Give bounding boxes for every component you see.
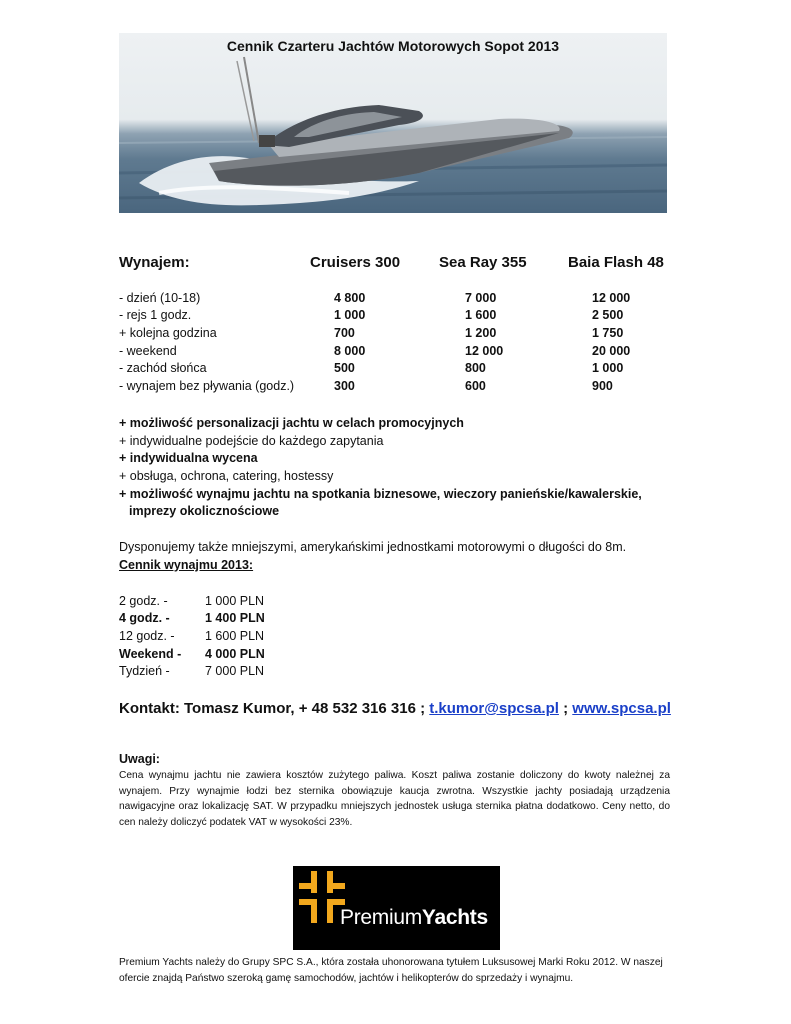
period: 4 godz. - — [119, 611, 170, 625]
price-cell: 900 — [592, 379, 613, 393]
period: Weekend - — [119, 647, 182, 661]
column-header-baia: Baia Flash 48 — [568, 254, 664, 271]
small-boats-heading: Cennik wynajmu 2013: — [119, 558, 254, 572]
feature-item-continued: imprezy okolicznościowe — [129, 504, 280, 518]
price-cell: 500 — [334, 361, 355, 375]
price-cell: 1 000 — [592, 361, 624, 375]
feature-item: + obsługa, ochrona, catering, hostessy — [119, 469, 334, 483]
small-boats-text: Dysponujemy także mniejszymi, amerykańskimi jednostkami motorowymi o długości do 8m. — [119, 540, 627, 554]
column-header-searay: Sea Ray 355 — [439, 254, 527, 271]
table-header-label: Wynajem: — [119, 254, 190, 271]
price-cell: 12 000 — [465, 344, 504, 358]
feature-item: + możliwość wynajmu jachtu na spotkania biznesowe, wieczory panieńskie/kawalerskie, — [119, 487, 642, 501]
premium-yachts-logo — [293, 866, 500, 950]
price-cell: 20 000 — [592, 344, 631, 358]
price-cell: 1 000 — [334, 308, 366, 322]
table-row — [119, 361, 679, 379]
logo-word-premium: Premium — [340, 906, 422, 929]
table-row — [119, 344, 679, 362]
contact-line — [119, 700, 671, 717]
price-cell: 7 000 — [465, 291, 497, 305]
column-header-cruisers: Cruisers 300 — [310, 254, 401, 271]
row-label: - rejs 1 godz. — [119, 308, 192, 322]
logo-word-yachts: Yachts — [421, 906, 488, 929]
contact-separator: ; — [563, 700, 569, 717]
price-cell: 1 600 — [465, 308, 497, 322]
price-list-item — [119, 647, 419, 665]
price-cell: 800 — [465, 361, 486, 375]
page-title: Cennik Czarteru Jachtów Motorowych Sopot 2013 — [226, 38, 560, 54]
table-row — [119, 291, 679, 309]
price: 7 000 PLN — [205, 664, 265, 678]
email-link[interactable]: t.kumor@spcsa.pl — [429, 700, 559, 717]
feature-item: + indywidualne podejście do każdego zapytania — [119, 434, 384, 448]
price-cell: 8 000 — [334, 344, 366, 358]
row-label: - zachód słońca — [119, 361, 207, 375]
price-cell: 600 — [465, 379, 486, 393]
price-cell: 300 — [334, 379, 355, 393]
row-label: - wynajem bez pływania (godz.) — [119, 379, 295, 393]
feature-item: + indywidualna wycena — [119, 451, 258, 465]
price-cell: 4 800 — [334, 291, 366, 305]
period: Tydzień - — [119, 664, 170, 678]
price: 1 000 PLN — [205, 594, 265, 608]
row-label: - dzień (10-18) — [119, 291, 201, 305]
price-list-item — [119, 629, 419, 647]
price: 1 400 PLN — [205, 611, 265, 625]
notes-text: Cena wynajmu jachtu nie zawiera kosztów zużytego paliwa. Koszt paliwa zostanie doliczony do kwoty należnej za wynajem. Przy wynajmie łodzi bez sternika obowiązuje kaucja zwrotna. Wszystkie jachty posiadają urządzenia nawigacyjne oraz lokalizację SAT. W przypadku mniejszych jednostek usługa sternika płatna dodatkowo. Ceny netto, do cen należy doliczyć podatek VAT w wysokości 23%. — [119, 770, 670, 828]
feature-item: + możliwość personalizacji jachtu w celach promocyjnych — [119, 416, 464, 430]
table-row — [119, 326, 679, 344]
notes-title: Uwagi: — [119, 752, 160, 766]
row-label: + kolejna godzina — [119, 326, 217, 340]
price-list-item — [119, 611, 419, 629]
table-row — [119, 379, 679, 397]
price-list-item — [119, 664, 419, 682]
hero-banner — [119, 33, 667, 213]
table-row — [119, 308, 679, 326]
price-cell: 12 000 — [592, 291, 631, 305]
period: 12 godz. - — [119, 629, 175, 643]
logo-wordmark — [340, 906, 488, 930]
row-label: - weekend — [119, 344, 177, 358]
period: 2 godz. - — [119, 594, 168, 608]
price-cell: 1 750 — [592, 326, 624, 340]
price-cell: 2 500 — [592, 308, 624, 322]
yacht-photo — [119, 33, 667, 213]
price-list-item — [119, 594, 419, 612]
price-cell: 1 200 — [465, 326, 497, 340]
website-link[interactable]: www.spcsa.pl — [572, 700, 671, 717]
price: 1 600 PLN — [205, 629, 265, 643]
price-cell: 700 — [334, 326, 355, 340]
contact-name-phone: Kontakt: Tomasz Kumor, + 48 532 316 316 ; — [119, 700, 426, 717]
footer-text: Premium Yachts należy do Grupy SPC S.A., która została uhonorowana tytułem Luksusowej Marki Roku 2012. W naszej ofercie znajdą Państwo szeroką gamę samochodów, jachtów i helikopterów do sprzedaży i wynajmu. — [119, 957, 663, 984]
price: 4 000 PLN — [205, 647, 265, 661]
